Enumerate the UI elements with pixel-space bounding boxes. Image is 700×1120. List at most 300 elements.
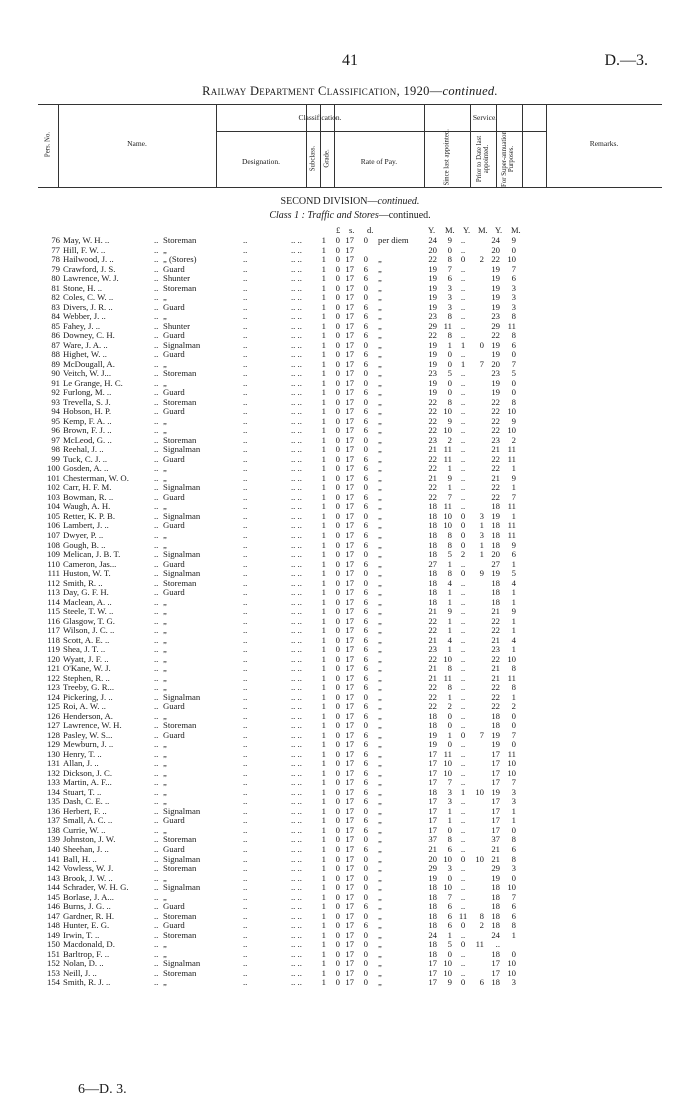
cell-super-years: 18 <box>491 539 500 550</box>
dot-leader: .. .. <box>291 786 302 797</box>
dot-leader: .. <box>243 510 248 521</box>
cell-pence: 6 <box>363 453 368 464</box>
cell-name: May, W. H. .. <box>63 235 110 245</box>
dot-leader: .. <box>243 539 248 550</box>
cell-name: Webber, J. .. <box>63 311 106 322</box>
cell-prior-years: 1 <box>460 358 466 369</box>
cell-designation: „ <box>163 824 167 835</box>
cell-since-years: 19 <box>428 739 437 750</box>
cell-grade: 1 <box>321 920 326 931</box>
cell-pounds: 0 <box>335 558 340 569</box>
cell-pounds: 0 <box>335 320 340 331</box>
cell-rate-unit: „ <box>378 796 382 807</box>
cell-shillings: 17 <box>345 282 354 293</box>
cell-prior-years: .. <box>460 425 466 436</box>
cell-super-months: 11 <box>507 320 516 331</box>
cell-grade: 1 <box>321 273 326 284</box>
dot-leader: .. .. <box>291 967 302 978</box>
cell-pers-no: 86 <box>51 330 60 341</box>
cell-pers-no: 82 <box>51 292 60 303</box>
cell-shillings: 17 <box>345 358 354 369</box>
cell-pers-no: 147 <box>46 910 60 921</box>
cell-super-months: 0 <box>511 739 516 750</box>
cell-shillings: 17 <box>345 815 354 826</box>
cell-pers-no: 151 <box>46 948 60 959</box>
cell-grade: 1 <box>321 349 326 360</box>
dot-leader: .. .. <box>291 767 302 778</box>
cell-rate-unit: „ <box>378 977 382 988</box>
cell-rate-unit: „ <box>378 596 382 607</box>
dot-leader: .. <box>154 853 159 864</box>
cell-since-months: 9 <box>447 977 452 988</box>
cell-grade: 1 <box>321 510 326 521</box>
cell-since-years: 21 <box>428 472 437 483</box>
cell-designation: „ <box>163 672 167 683</box>
cell-super-months: 1 <box>511 691 516 702</box>
cell-pers-no: 83 <box>51 301 60 312</box>
cell-pers-no: 92 <box>51 387 60 398</box>
cell-since-years: 19 <box>428 387 437 398</box>
dot-leader: .. .. <box>291 663 302 674</box>
cell-since-years: 17 <box>428 824 437 835</box>
cell-super-months: 0 <box>511 377 516 388</box>
cell-prior-years: .. <box>460 596 466 607</box>
dot-leader: .. .. <box>291 482 302 493</box>
cell-super-months: 8 <box>511 682 516 693</box>
cell-super-months: 1 <box>511 510 516 521</box>
cell-shillings: 17 <box>345 472 354 483</box>
dot-leader: .. <box>154 920 159 931</box>
class-continued: —continued. <box>378 210 431 221</box>
cell-since-years: 17 <box>428 748 437 759</box>
cell-pence: 6 <box>363 844 368 854</box>
dot-leader: .. <box>154 958 159 969</box>
cell-super-years: 17 <box>491 815 500 826</box>
cell-grade: 1 <box>321 568 326 579</box>
cell-super-months: 11 <box>507 453 516 464</box>
cell-super-years: 19 <box>491 349 500 360</box>
cell-designation: „ <box>163 872 167 883</box>
cell-pers-no: 97 <box>51 434 60 445</box>
unit-months-since: M. <box>445 225 455 235</box>
cell-pence: 0 <box>363 834 368 845</box>
cell-prior-years: .. <box>460 948 466 959</box>
cell-super-years: 19 <box>491 282 500 293</box>
cell-grade: 1 <box>321 748 326 759</box>
cell-since-years: 17 <box>428 796 437 807</box>
cell-shillings: 17 <box>345 501 354 512</box>
cell-pers-no: 84 <box>51 311 60 322</box>
cell-prior-months: 1 <box>479 520 484 531</box>
cell-prior-years: .. <box>460 967 466 978</box>
cell-pence: 6 <box>363 710 368 721</box>
cell-designation: Shunter <box>163 320 191 331</box>
dot-leader: .. <box>243 282 248 293</box>
dot-leader: .. <box>154 625 159 636</box>
dot-leader: .. <box>243 748 248 759</box>
cell-super-months: 1 <box>511 558 516 569</box>
cell-super-months: 5 <box>511 568 516 579</box>
cell-name: Shea, J. T. .. <box>63 644 106 655</box>
dot-leader: .. <box>154 330 159 341</box>
cell-since-months: 7 <box>447 491 452 502</box>
dot-leader: .. .. <box>291 235 302 245</box>
cell-prior-years: 0 <box>460 510 466 521</box>
cell-rate-unit: „ <box>378 958 382 969</box>
cell-designation: Guard <box>163 263 185 274</box>
cell-since-years: 18 <box>428 948 437 959</box>
cell-pers-no: 107 <box>46 529 60 540</box>
cell-shillings: 17 <box>345 273 354 284</box>
dot-leader: .. <box>243 415 248 426</box>
cell-super-years: 18 <box>491 587 500 598</box>
dot-leader: .. .. <box>291 729 302 740</box>
dot-leader: .. <box>154 891 159 902</box>
cell-super-months: 0 <box>511 244 516 255</box>
cell-pence: 6 <box>363 625 368 636</box>
cell-pence: 6 <box>363 653 368 664</box>
cell-grade: 1 <box>321 701 326 712</box>
cell-pounds: 0 <box>335 444 340 455</box>
cell-pers-no: 90 <box>51 368 60 379</box>
cell-super-years: 22 <box>491 330 500 341</box>
cell-shillings: 17 <box>345 777 354 788</box>
cell-designation: „ <box>163 625 167 636</box>
cell-grade: 1 <box>321 587 326 598</box>
cell-super-months: 0 <box>511 710 516 721</box>
cell-grade: 1 <box>321 929 326 940</box>
cell-shillings: 17 <box>345 377 354 388</box>
header-subclass: Subclass. <box>309 145 317 172</box>
cell-pounds: 0 <box>335 263 340 274</box>
cell-super-months: 7 <box>511 729 516 740</box>
cell-name: Borlase, J. A... <box>63 891 114 902</box>
cell-designation: Storeman <box>163 368 197 379</box>
cell-since-years: 23 <box>428 368 437 379</box>
cell-pence: 0 <box>363 396 368 407</box>
cell-pence: 6 <box>363 425 368 436</box>
cell-rate-unit: „ <box>378 491 382 502</box>
dot-leader: .. <box>154 729 159 740</box>
cell-pounds: 0 <box>335 453 340 464</box>
header-prior: Prior to Date last appointed. <box>476 135 490 183</box>
cell-since-years: 22 <box>428 491 437 502</box>
cell-pence: 6 <box>363 349 368 360</box>
dot-leader: .. <box>154 415 159 426</box>
dot-leader: .. <box>154 872 159 883</box>
cell-designation: „ <box>163 682 167 693</box>
cell-since-months: 1 <box>447 615 452 626</box>
cell-name: Hill, F. W. .. <box>63 244 106 255</box>
dot-leader: .. .. <box>291 472 302 483</box>
cell-pounds: 0 <box>335 244 340 255</box>
cell-name: Vowless, W. J. <box>63 863 114 874</box>
dot-leader: .. <box>154 786 159 797</box>
dot-leader: .. <box>154 844 159 854</box>
cell-prior-years: .. <box>460 491 466 502</box>
cell-super-months: 0 <box>511 387 516 398</box>
dot-leader: .. <box>243 729 248 740</box>
header-name: Name. <box>127 139 147 148</box>
cell-since-years: 17 <box>428 967 437 978</box>
cell-designation: Storeman <box>163 282 197 293</box>
cell-super-years: 22 <box>491 615 500 626</box>
cell-designation: „ <box>163 777 167 788</box>
cell-grade: 1 <box>321 739 326 750</box>
cell-grade: 1 <box>321 634 326 645</box>
cell-prior-months: 2 <box>479 920 484 931</box>
cell-name: Henry, T. .. <box>63 748 102 759</box>
cell-super-years: 18 <box>491 520 500 531</box>
cell-super-months: 8 <box>511 663 516 674</box>
cell-super-months: 9 <box>511 606 516 617</box>
cell-since-years: 18 <box>428 939 437 950</box>
cell-grade: 1 <box>321 958 326 969</box>
cell-since-months: 6 <box>447 901 452 912</box>
dot-leader: .. .. <box>291 539 302 550</box>
header-rate: Rate of Pay. <box>360 157 398 166</box>
cell-prior-years: .. <box>460 682 466 693</box>
cell-super-years: 22 <box>491 396 500 407</box>
cell-rate-unit: „ <box>378 587 382 598</box>
cell-prior-months: 10 <box>475 853 484 864</box>
cell-super-years: 22 <box>491 682 500 693</box>
cell-designation: „ <box>163 767 167 778</box>
dot-leader: .. <box>154 244 159 255</box>
cell-super-months: 1 <box>511 587 516 598</box>
dot-leader: .. <box>243 330 248 341</box>
cell-prior-months: 9 <box>479 568 484 579</box>
cell-shillings: 17 <box>345 463 354 474</box>
dot-leader: .. <box>154 510 159 521</box>
cell-pence: 6 <box>363 739 368 750</box>
cell-prior-years: .. <box>460 396 466 407</box>
cell-pence: 6 <box>363 920 368 931</box>
cell-pers-no: 127 <box>46 720 60 731</box>
cell-super-months: 2 <box>511 701 516 712</box>
cell-pence: 6 <box>363 539 368 550</box>
cell-super-years: 23 <box>491 311 500 322</box>
cell-super-years: 22 <box>491 491 500 502</box>
cell-prior-years: .. <box>460 634 466 645</box>
cell-pence: 6 <box>363 558 368 569</box>
cell-pence: 0 <box>363 282 368 293</box>
dot-leader: .. .. <box>291 311 302 322</box>
cell-designation: Guard <box>163 491 185 502</box>
cell-rate-unit: „ <box>378 701 382 712</box>
cell-designation: Signalman <box>163 805 201 816</box>
cell-pers-no: 152 <box>46 958 60 969</box>
dot-leader: .. <box>154 349 159 360</box>
cell-designation: Guard <box>163 587 185 598</box>
cell-name: Divers, J. R. .. <box>63 301 113 312</box>
cell-prior-years: .. <box>460 653 466 664</box>
cell-pence: 6 <box>363 824 368 835</box>
cell-shillings: 17 <box>345 415 354 426</box>
cell-rate-unit: „ <box>378 863 382 874</box>
title-year: 1920— <box>403 84 443 98</box>
cell-prior-years: 0 <box>460 729 466 740</box>
cell-designation: „ <box>163 710 167 721</box>
dot-leader: .. .. <box>291 644 302 655</box>
cell-prior-months: 2 <box>479 254 484 265</box>
cell-name: Irwin, T. .. <box>63 929 100 940</box>
cell-name: Kemp, F. A. .. <box>63 415 112 426</box>
cell-rate-unit: „ <box>378 767 382 778</box>
cell-super-months: 9 <box>511 235 516 245</box>
cell-designation: Guard <box>163 701 185 712</box>
cell-super-years: .. <box>495 939 500 950</box>
cell-prior-years: .. <box>460 349 466 360</box>
cell-pers-no: 121 <box>46 663 60 674</box>
unit-years-super: Y. <box>495 225 503 235</box>
cell-pence: 6 <box>363 815 368 826</box>
cell-super-years: 22 <box>491 691 500 702</box>
cell-shillings: 17 <box>345 587 354 598</box>
cell-since-months: 10 <box>443 406 452 417</box>
cell-pers-no: 153 <box>46 967 60 978</box>
cell-since-months: 11 <box>443 453 452 464</box>
cell-grade: 1 <box>321 948 326 959</box>
cell-prior-years: .. <box>460 863 466 874</box>
title-text: Railway Department Classification, <box>202 84 401 98</box>
cell-prior-years: .. <box>460 577 466 588</box>
cell-rate-unit: „ <box>378 292 382 303</box>
dot-leader: .. <box>154 977 159 988</box>
dot-leader: .. <box>154 720 159 731</box>
dot-leader: .. <box>243 387 248 398</box>
dot-leader: .. <box>243 320 248 331</box>
cell-pers-no: 120 <box>46 653 60 664</box>
cell-designation: „ <box>163 891 167 902</box>
dot-leader: .. .. <box>291 339 302 350</box>
cell-pence: 0 <box>363 577 368 588</box>
cell-pers-no: 145 <box>46 891 60 902</box>
cell-name: Nolan, D. .. <box>63 958 104 969</box>
cell-super-years: 18 <box>491 529 500 540</box>
cell-since-years: 17 <box>428 777 437 788</box>
cell-since-years: 22 <box>428 406 437 417</box>
cell-since-months: 10 <box>443 653 452 664</box>
cell-pers-no: 128 <box>46 729 60 740</box>
dot-leader: .. <box>243 844 248 854</box>
dot-leader: .. <box>154 967 159 978</box>
cell-pounds: 0 <box>335 434 340 445</box>
cell-pence: 0 <box>363 805 368 816</box>
cell-grade: 1 <box>321 444 326 455</box>
cell-super-years: 19 <box>491 263 500 274</box>
cell-super-months: 10 <box>507 254 516 265</box>
unit-shilling: s. <box>349 225 355 235</box>
dot-leader: .. <box>243 501 248 512</box>
cell-shillings: 17 <box>345 882 354 893</box>
dot-leader: .. .. <box>291 529 302 540</box>
cell-name: Small, A. C. .. <box>63 815 113 826</box>
cell-name: Lawrence, W. H. <box>63 720 122 731</box>
cell-since-years: 17 <box>428 758 437 769</box>
cell-pers-no: 140 <box>46 844 60 854</box>
dot-leader: .. .. <box>291 434 302 445</box>
cell-pers-no: 100 <box>46 463 60 474</box>
cell-prior-years: .. <box>460 558 466 569</box>
cell-since-months: 1 <box>447 587 452 598</box>
dot-leader: .. <box>243 358 248 369</box>
cell-super-months: 5 <box>511 368 516 379</box>
dot-leader: .. <box>243 901 248 912</box>
cell-designation: Storeman <box>163 434 197 445</box>
cell-super-years: 17 <box>491 796 500 807</box>
unit-pence: d. <box>367 225 374 235</box>
cell-shillings: 17 <box>345 948 354 959</box>
cell-rate-unit: „ <box>378 672 382 683</box>
cell-designation: „ <box>163 415 167 426</box>
cell-super-months: 3 <box>511 796 516 807</box>
cell-designation: „ <box>163 748 167 759</box>
cell-pers-no: 136 <box>46 805 60 816</box>
cell-pers-no: 94 <box>51 406 60 417</box>
cell-super-months: 10 <box>507 653 516 664</box>
dot-leader: .. <box>243 406 248 417</box>
cell-pence: 6 <box>363 767 368 778</box>
cell-prior-years: 0 <box>460 520 466 531</box>
dot-leader: .. <box>154 663 159 674</box>
cell-prior-years: 0 <box>460 939 466 950</box>
cell-name: Veitch, W. J... <box>63 368 112 379</box>
cell-grade: 1 <box>321 415 326 426</box>
cell-rate-unit: „ <box>378 510 382 521</box>
cell-prior-years: 0 <box>460 529 466 540</box>
cell-pence: 0 <box>363 691 368 702</box>
cell-pounds: 0 <box>335 568 340 579</box>
cell-pounds: 0 <box>335 377 340 388</box>
cell-grade: 1 <box>321 967 326 978</box>
cell-shillings: 17 <box>345 739 354 750</box>
cell-pers-no: 123 <box>46 682 60 693</box>
cell-name: Smith, R. .. <box>63 577 103 588</box>
dot-leader: .. .. <box>291 929 302 940</box>
cell-rate-unit: „ <box>378 920 382 931</box>
cell-designation: „ <box>163 796 167 807</box>
cell-since-years: 18 <box>428 901 437 912</box>
cell-since-months: 1 <box>447 729 452 740</box>
cell-rate-unit: „ <box>378 539 382 550</box>
cell-pounds: 0 <box>335 510 340 521</box>
cell-since-years: 22 <box>428 463 437 474</box>
cell-since-years: 19 <box>428 349 437 360</box>
cell-since-years: 19 <box>428 377 437 388</box>
cell-pounds: 0 <box>335 587 340 598</box>
cell-since-years: 22 <box>428 453 437 464</box>
dot-leader: .. <box>243 672 248 683</box>
cell-pers-no: 154 <box>46 977 60 988</box>
cell-pounds: 0 <box>335 958 340 969</box>
cell-pers-no: 141 <box>46 853 60 864</box>
cell-super-months: 7 <box>511 891 516 902</box>
cell-super-years: 18 <box>491 596 500 607</box>
cell-super-months: 3 <box>511 301 516 312</box>
cell-name: Pasley, W. S... <box>63 729 113 740</box>
dot-leader: .. .. <box>291 720 302 731</box>
cell-pounds: 0 <box>335 339 340 350</box>
cell-rate-unit: „ <box>378 339 382 350</box>
cell-name: Steele, T. W. .. <box>63 606 114 617</box>
dot-leader: .. .. <box>291 301 302 312</box>
cell-prior-years: .. <box>460 710 466 721</box>
cell-shillings: 17 <box>345 263 354 274</box>
cell-name: Retter, K. P. B. <box>63 510 116 521</box>
cell-rate-unit: „ <box>378 805 382 816</box>
cell-designation: Signalman <box>163 958 201 969</box>
